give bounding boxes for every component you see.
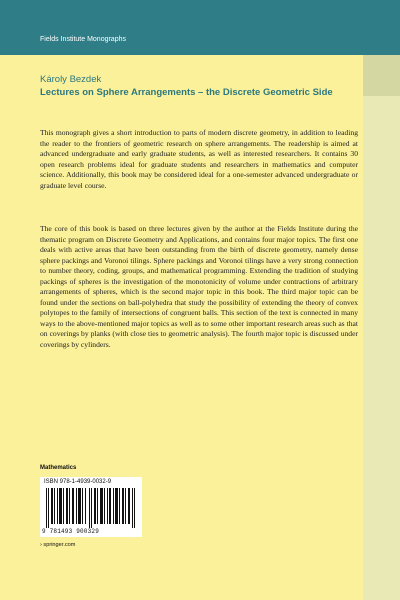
isbn-text: ISBN 978-1-4939-0032-9	[44, 479, 112, 485]
publisher-link[interactable]: › springer.com	[40, 542, 76, 548]
right-side-band	[363, 55, 400, 600]
series-header-bar	[0, 0, 400, 55]
barcode-icon	[46, 488, 136, 528]
subject-label: Mathematics	[40, 465, 77, 471]
description-paragraph-1: This monograph gives a short introduction to parts of modern discrete geometry, in addition to leading the reader to the frontiers of geometric research on sphere arrangements. The readership is aimed at advanced undergraduate and early graduate students, as well as interested researchers. It contains 30 open research problems ideal for graduate students and researchers in mathematics and computer science. Additionally, this book may be considered ideal for a one-semester advanced undergraduate or graduate level course.	[40, 128, 358, 190]
author-name: Károly Bezdek	[40, 74, 102, 85]
book-title: Lectures on Sphere Arrangements – the Discrete Geometric Side	[40, 87, 333, 98]
right-side-band-top	[363, 55, 400, 96]
barcode-number: 9 781493 900329	[42, 528, 100, 535]
description-paragraph-2: The core of this book is based on three lectures given by the author at the Fields Institute during the thematic program on Discrete Geometry and Applications, and contains four major topics. The first one deals with active areas that have been outstanding from the birth of discrete geometry, namely dense sphere packings and Voronoi tilings. Sphere packings and Voronoi tilings have a very strong connection to number theory, coding, groups, and mathematical programming. Extending the tradition of studying packings of spheres is the investigation of the monotonicity of volume under contractions of arbitrary arrangements of spheres, which is the second major topic in this book. The third major topic can be found under the sections on ball-polyhedra that study the possibility of extending the theory of convex polytopes to the family of intersections of congruent balls. This section of the text is connected in many ways to the above-mentioned major topics as well as to some other important research areas such as that on coverings by planks (with close ties to geometric analysis). The fourth major topic is discussed under coverings by cylinders.	[40, 224, 358, 349]
series-title: Fields Institute Monographs	[40, 36, 126, 43]
barcode-box	[40, 477, 142, 537]
